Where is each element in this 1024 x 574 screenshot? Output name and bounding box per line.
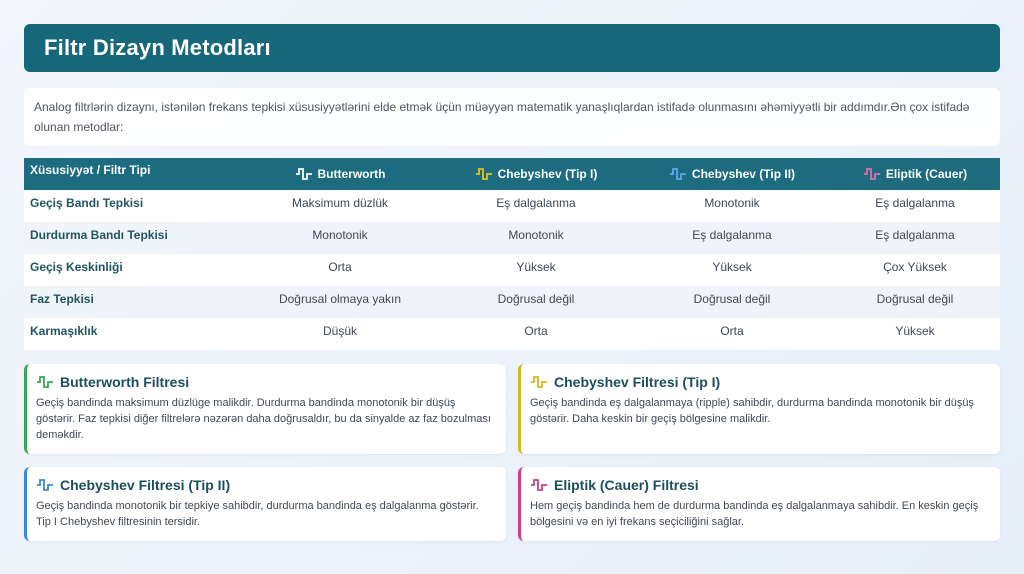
- header-label: Eliptik (Cauer): [885, 166, 968, 181]
- row-attr: Karmaşıklık: [30, 324, 98, 338]
- card-text: Hem geçiş bandinda hem de durdurma bandinda eş dalgalanmaya sahibdir. En keskin geçiş bölgesini və en iyi frekans seçiciliğini sağlar.: [530, 500, 979, 528]
- table-cell: Doğrusal olmaya yakın: [278, 292, 402, 306]
- wave-icon: [530, 375, 548, 389]
- header-attr: Xüsusiyyət / Filtr Tipi: [30, 163, 151, 177]
- table-cell: Orta: [328, 260, 352, 274]
- row-attr: Geçiş Keskinliği: [30, 260, 123, 274]
- table-cell: Maksimum düzlük: [291, 196, 389, 210]
- card-chebyshev2: [24, 467, 506, 541]
- card-text: Geçiş bandinda monotonik bir tepkiye sahibdir, durdurma bandinda eş dalgalanma göstərir. Tip I Chebyshev filtresinin tersidir.: [36, 500, 479, 528]
- table-cell: Monotonik: [704, 196, 760, 210]
- wave-icon: [863, 167, 881, 181]
- table-cell: Orta: [524, 324, 548, 338]
- row-attr: Faz Tepkisi: [30, 292, 94, 306]
- table-row: [24, 190, 1000, 222]
- table-header-row: [24, 158, 1000, 190]
- wave-icon: [36, 478, 54, 492]
- table-row: [24, 286, 1000, 318]
- wave-icon: [669, 167, 687, 181]
- card-chebyshev1: [518, 364, 1000, 454]
- card-butterworth: [24, 364, 506, 454]
- table-cell: Yüksek: [712, 260, 752, 274]
- table-row: [24, 318, 1000, 350]
- wave-icon: [475, 167, 493, 181]
- table-cell: Monotonik: [312, 228, 368, 242]
- header-label: Chebyshev (Tip I): [497, 166, 598, 181]
- wave-icon: [530, 478, 548, 492]
- header-butterworth: [242, 158, 438, 190]
- table-cell: Çox Yüksek: [883, 260, 947, 274]
- row-attr: Durdurma Bandı Tepkisi: [30, 228, 168, 242]
- table-cell: Eş dalgalanma: [692, 228, 772, 242]
- header-chebyshev2: [634, 158, 830, 190]
- table-cell: Yüksek: [516, 260, 556, 274]
- wave-icon: [36, 375, 54, 389]
- table-cell: Yüksek: [895, 324, 935, 338]
- table-cell: Eş dalgalanma: [496, 196, 576, 210]
- table-cell: Doğrusal değil: [693, 292, 771, 306]
- header-label: Butterworth: [317, 166, 386, 181]
- table-cell: Eş dalgalanma: [875, 196, 955, 210]
- header-chebyshev1: [438, 158, 634, 190]
- intro-text: Analog filtrlərin dizaynı, istənilən frekans tepkisi xüsusiyyətlərini elde etmək üçün müəyyən matematik yanaşlıqlardan istifadə olunmasını əhəmiyyətli bir addımdır.Ən çox istifadə olunan metodlar:: [34, 100, 970, 134]
- table-cell: Eş dalgalanma: [875, 228, 955, 242]
- row-attr: Geçiş Bandı Tepkisi: [30, 196, 144, 210]
- card-title: Chebyshev Filtresi (Tip I): [554, 374, 721, 390]
- header-label: Chebyshev (Tip II): [691, 166, 796, 181]
- page-title: Filtr Dizayn Metodları: [44, 35, 271, 60]
- table-cell: Düşük: [322, 324, 357, 338]
- table-cell: Monotonik: [508, 228, 564, 242]
- title-bar: [24, 24, 1000, 72]
- card-eliptik: [518, 467, 1000, 541]
- card-text: Geçiş bandinda eş dalgalanmaya (ripple) sahibdir, durdurma bandinda monotonik bir düşüş göstərir. Daha keskin bir geçiş bölgesine malikdir.: [530, 397, 974, 425]
- table-row: [24, 254, 1000, 286]
- comparison-table: [24, 158, 1000, 350]
- card-title: Eliptik (Cauer) Filtresi: [554, 477, 699, 493]
- table-cell: Doğrusal değil: [497, 292, 575, 306]
- card-text: Geçiş bandinda maksimum düzlüge malikdir. Durdurma bandinda monotonik bir düşüş göstərir. Faz tepkisi diğer filtrelərə nəzərən daha doğrusaldır, bu da sinyalde az faz bozulması deməkdir.: [36, 397, 491, 441]
- table-cell: Doğrusal değil: [876, 292, 954, 306]
- table-row: [24, 222, 1000, 254]
- header-eliptik: [830, 158, 1000, 190]
- wave-icon: [295, 167, 313, 181]
- table-cell: Orta: [720, 324, 744, 338]
- card-title: Chebyshev Filtresi (Tip II): [60, 477, 231, 493]
- card-title: Butterworth Filtresi: [60, 374, 190, 390]
- intro-panel: [24, 88, 1000, 146]
